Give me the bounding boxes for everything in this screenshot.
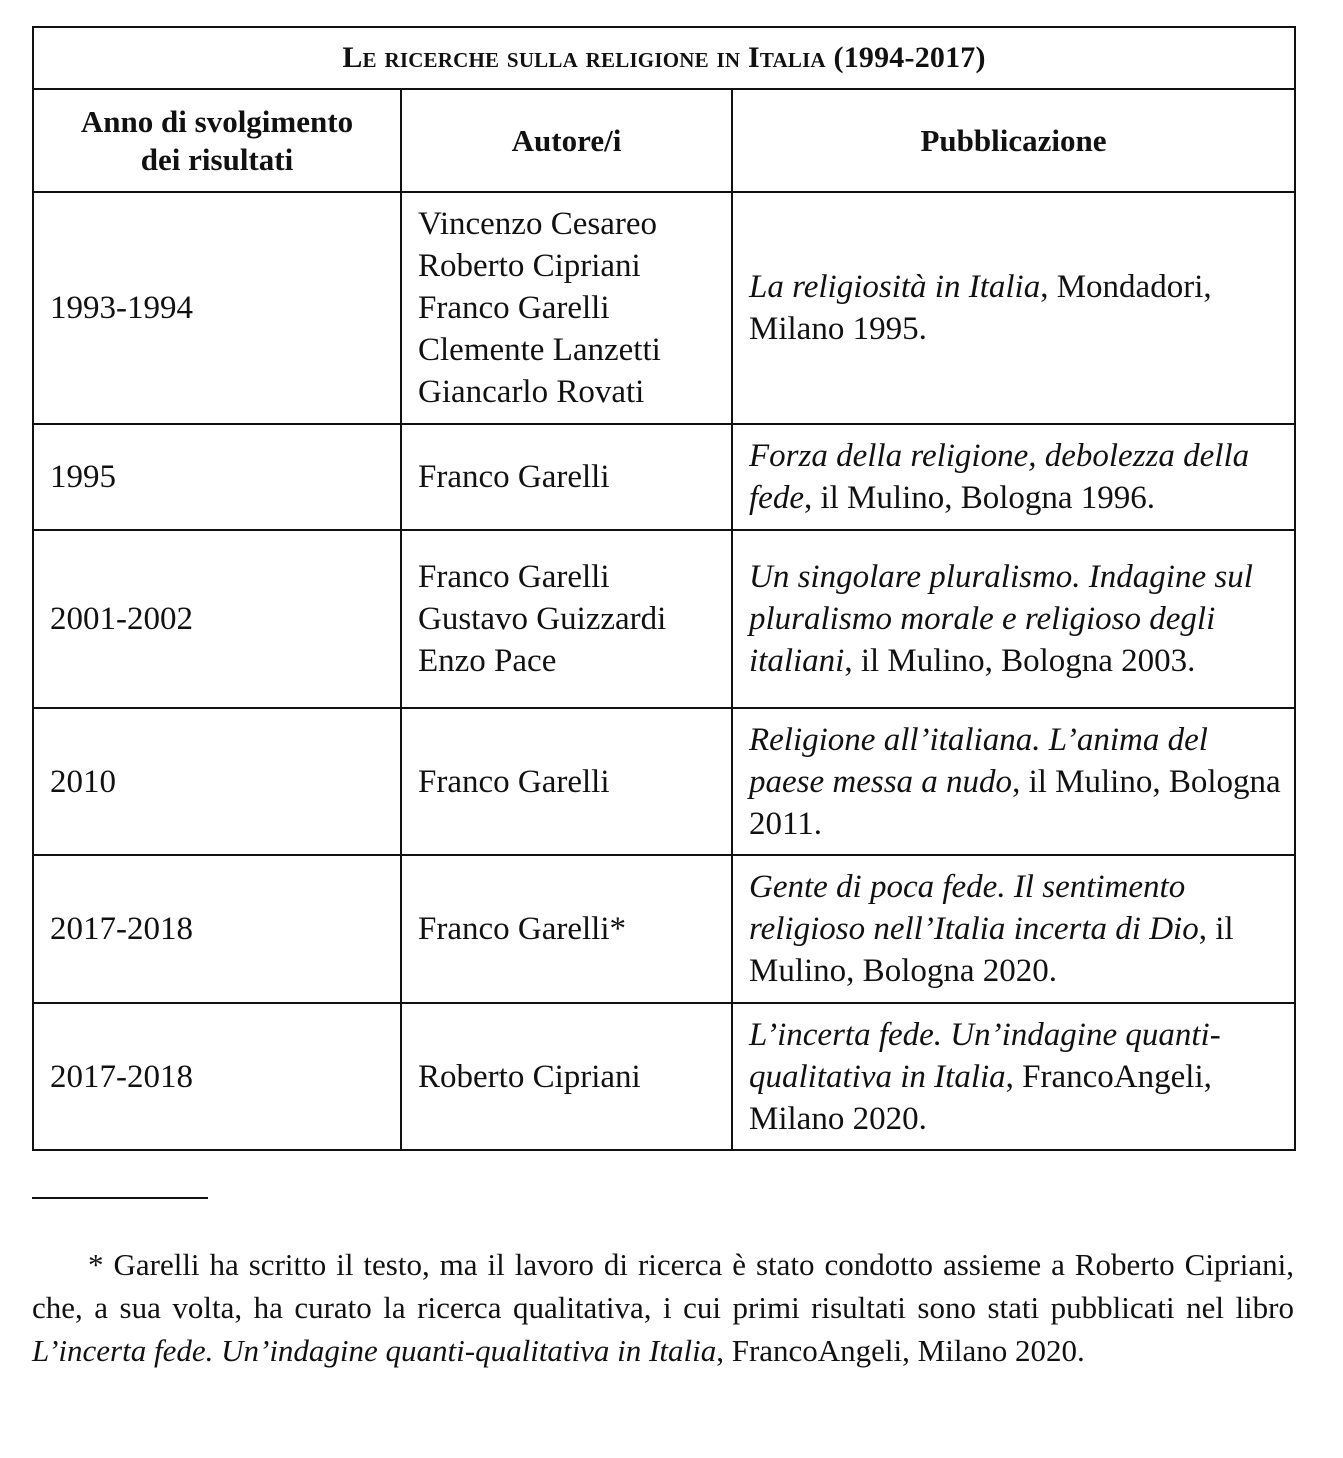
publication-details: , il Mulino, Bologna 2020.: [749, 911, 1234, 989]
cell-authors: [401, 1003, 732, 1150]
title-prefix: e ricerche sulla religione in: [362, 41, 748, 74]
cell-publication: [732, 1003, 1295, 1150]
cell-year: 1993-1994: [33, 192, 401, 424]
author-name: Vincenzo Cesareo: [418, 206, 657, 242]
title-years: (1994-2017): [825, 41, 986, 74]
footnote-text: * Garelli ha scritto il testo, ma il lavoro di ricerca è stato condotto assieme a Roberto Cipriani, che, a sua volta, ha curato la ricerca qualitativa, i cui primi risultati sono stati pubblicati nel libro: [32, 1247, 1294, 1325]
table-title-row: [33, 27, 1295, 89]
cell-publication: [732, 192, 1295, 424]
title-initial-i: I: [747, 41, 760, 74]
cell-publication: [732, 424, 1295, 530]
author-name: Roberto Cipriani: [418, 1058, 641, 1095]
header-year: [33, 89, 401, 192]
author-name: Giancarlo Rovati: [418, 374, 645, 410]
footnote: [32, 1243, 1294, 1372]
cell-authors: [401, 708, 732, 855]
table-title: [33, 27, 1295, 89]
publication-title: Un singolare pluralismo. Indagine sul pluralismo morale e religioso degli italiani: [749, 559, 1253, 679]
publication-title: L’incerta fede. Un’indagine quanti-qualitativa in Italia: [749, 1016, 1221, 1095]
author-name: Franco Garelli: [418, 290, 610, 326]
cell-publication: [732, 530, 1295, 708]
cell-year: 1995: [33, 424, 401, 530]
footnote-divider: [32, 1197, 208, 1199]
table-header-row: [33, 89, 1295, 192]
header-year-line1: Anno di svolgimento: [80, 103, 354, 139]
title-country: talia: [759, 41, 826, 74]
cell-publication: [732, 708, 1295, 855]
publication-title: La religiosità in Italia: [749, 269, 1041, 305]
author-name: Franco Garelli: [418, 763, 610, 800]
table-row: [33, 192, 1295, 424]
table-row: [33, 424, 1295, 530]
header-year-line2: dei risultati: [140, 141, 294, 177]
author-name: Roberto Cipriani: [418, 248, 641, 284]
publication-title: Forza della religione, debolezza della fede: [749, 438, 1250, 516]
publication-details: , il Mulino, Bologna 2003.: [844, 643, 1196, 679]
author-name: Clemente Lanzetti: [418, 332, 661, 368]
table-row: [33, 708, 1295, 855]
title-initial-l: L: [342, 41, 363, 74]
cell-year: 2010: [33, 708, 401, 855]
publication-details: , il Mulino, Bologna 1996.: [803, 480, 1156, 516]
cell-authors: [401, 855, 732, 1003]
table-row: [33, 530, 1295, 708]
publication-title: Religione all’italiana. L’anima del paese messa a nudo: [749, 721, 1208, 800]
author-name: Enzo Pace: [418, 643, 557, 679]
author-name: Franco Garelli: [418, 559, 610, 595]
table-row: [33, 1003, 1295, 1150]
cell-authors: [401, 530, 732, 708]
publication-details: , Mondadori, Milano 1995.: [749, 269, 1212, 347]
cell-year: 2017-2018: [33, 1003, 401, 1150]
header-publication: Pubblicazione: [732, 89, 1295, 192]
author-name: Gustavo Guizzardi: [418, 601, 667, 637]
publication-details: , il Mulino, Bologna 2011.: [749, 763, 1281, 842]
research-table: [32, 26, 1296, 1151]
cell-year: 2017-2018: [33, 855, 401, 1003]
header-authors: Autore/i: [401, 89, 732, 192]
author-name: Franco Garelli: [418, 459, 610, 495]
cell-year: 2001-2002: [33, 530, 401, 708]
publication-title: Gente di poca fede. Il sentimento religioso nell’Italia incerta di Dio: [749, 869, 1199, 947]
publication-details: , FrancoAngeli, Milano 2020.: [749, 1058, 1212, 1137]
footnote-text-end: , FrancoAngeli, Milano 2020.: [716, 1333, 1085, 1368]
cell-publication: [732, 855, 1295, 1003]
cell-authors: [401, 192, 732, 424]
footnote-book-title: L’incerta fede. Un’indagine quanti-qualitativa in Italia: [32, 1333, 717, 1368]
table-row: [33, 855, 1295, 1003]
author-name: Franco Garelli*: [418, 911, 627, 947]
cell-authors: [401, 424, 732, 530]
